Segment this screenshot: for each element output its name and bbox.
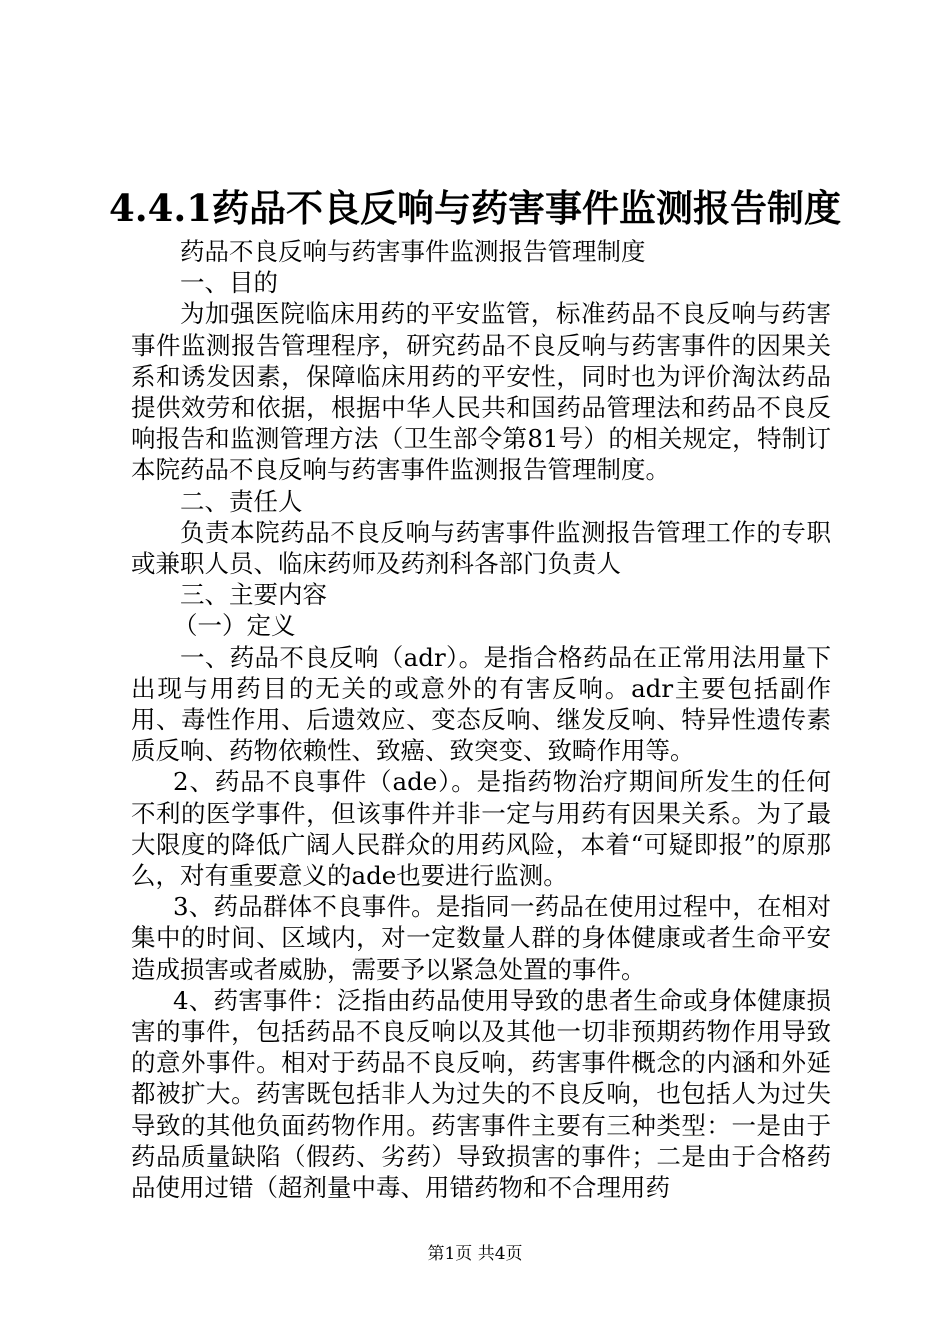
paragraph-definition-group-event: 3、药品群体不良事件。是指同一药品在使用过程中，在相对集中的时间、区域内，对一定数量人群的身体健康或者生命平安造成损害或者威胁，需要予以紧急处置的事件。 <box>131 892 831 984</box>
document-body <box>131 236 831 1203</box>
section-heading-responsible: 二、责任人 <box>180 486 303 516</box>
paragraph-purpose: 为加强医院临床用药的平安监管，标准药品不良反响与药害事件监测报告管理程序，研究药品不良反响与药害事件的因果关系和诱发因素，保障临床用药的平安性，同时也为评价淘汰药品提供效劳和依据，根据中华人民共和国药品管理法和药品不良反响报告和监测管理方法（卫生部令第81号）的相关规定，特制订本院药品不良反响与药害事件监测报告管理制度。 <box>131 299 831 485</box>
paragraph-definition-adr: 一、药品不良反响（adr）。是指合格药品在正常用法用量下出现与用药目的无关的或意外的有害反响。adr主要包括副作用、毒性作用、后遗效应、变态反响、继发反响、特异性遗传素质反响、药物依赖性、致癌、致突变、致畸作用等。 <box>131 642 831 766</box>
subtitle-paragraph: 药品不良反响与药害事件监测报告管理制度 <box>180 237 646 266</box>
paragraph-definition-drug-harm: 4、药害事件：泛指由药品使用导致的患者生命或身体健康损害的事件，包括药品不良反响以及其他一切非预期药物作用导致的意外事件。相对于药品不良反响，药害事件概念的内涵和外延都被扩大。药害既包括非人为过失的不良反响，也包括人为过失导致的其他负面药物作用。药害事件主要有三种类型：一是由于药品质量缺陷（假药、劣药）导致损害的事件；二是由于合格药品使用过错（超剂量中毒、用错药物和不合理用药 <box>131 985 831 1203</box>
section-heading-content: 三、主要内容 <box>180 580 327 610</box>
section-heading-purpose: 一、目的 <box>180 268 278 298</box>
document-title: 4.4.1药品不良反响与药害事件监测报告制度 <box>109 186 841 230</box>
paragraph-responsible: 负责本院药品不良反响与药害事件监测报告管理工作的专职或兼职人员、临床药师及药剂科各部门负责人 <box>131 517 831 579</box>
paragraph-definition-ade: 2、药品不良事件（ade）。是指药物治疗期间所发生的任何不利的医学事件，但该事件并非一定与用药有因果关系。为了最大限度的降低广阔人民群众的用药风险，本着“可疑即报”的原那么，对有重要意义的ade也要进行监测。 <box>131 767 831 891</box>
page-number-footer: 第1页 共4页 <box>427 1244 523 1264</box>
subsection-heading-definition: （一）定义 <box>173 611 296 641</box>
